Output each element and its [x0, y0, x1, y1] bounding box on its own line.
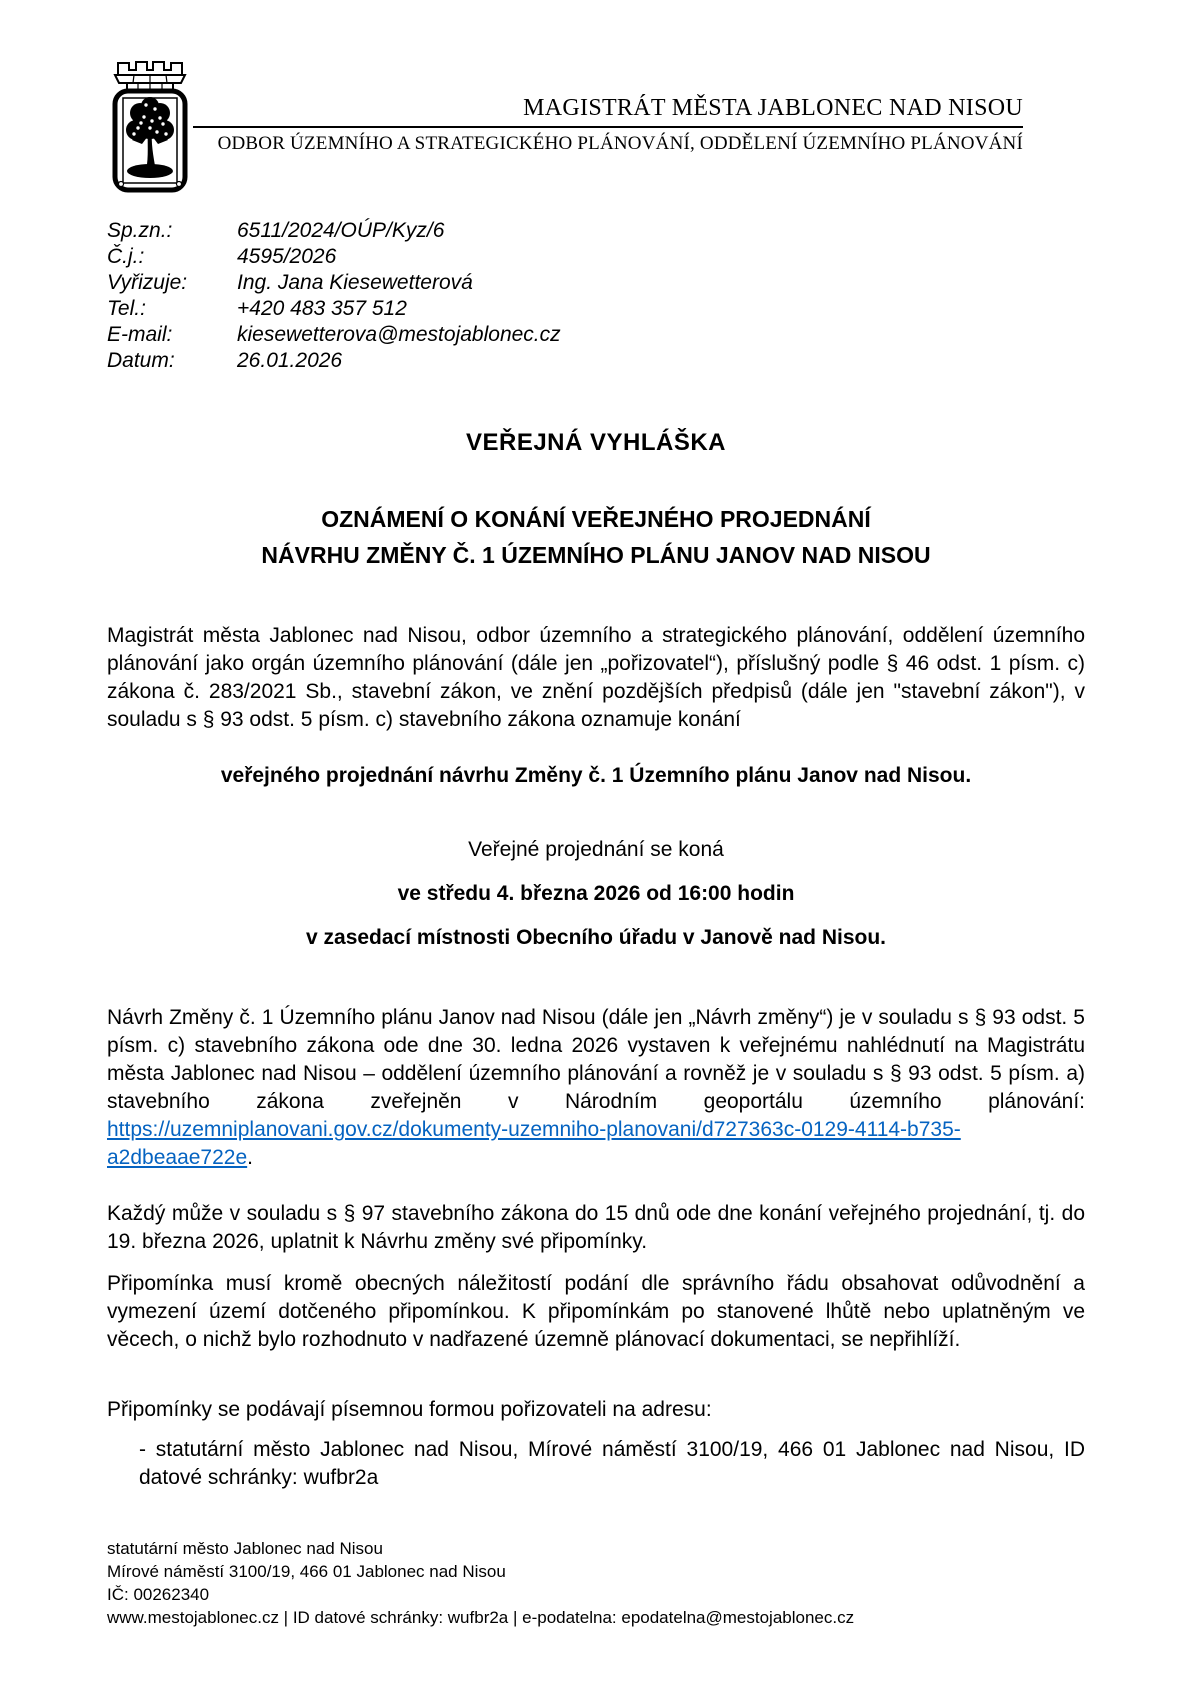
footer-city-name: statutární město Jablonec nad Nisou [107, 1539, 383, 1558]
meta-value: kiesewetterova@mestojablonec.cz [237, 323, 561, 346]
submission-address-item: - statutární město Jablonec nad Nisou, Mírové náměstí 3100/19, 466 01 Jablonec nad Nisou, ID datové schránky: wufbr2a [139, 1438, 1085, 1489]
meta-row-datum [107, 348, 1085, 374]
paragraph-submission: Připomínky se podávají písemnou formou pořizovateli na adresu: [107, 1398, 712, 1421]
document-subtitle-1: OZNÁMENÍ O KONÁNÍ VEŘEJNÉHO PROJEDNÁNÍ [321, 506, 871, 532]
meeting-place-line: v zasedací místnosti Obecního úřadu v Janově nad Nisou. [306, 926, 886, 949]
meta-label: Sp.zn.: [107, 219, 173, 242]
meeting-date-line: ve středu 4. března 2026 od 16:00 hodin [397, 882, 795, 905]
meta-row-tel [107, 296, 1085, 322]
meta-value: 4595/2026 [237, 245, 337, 268]
meta-value: 6511/2024/OÚP/Kyz/6 [237, 219, 445, 242]
paragraph-requirements: Připomínka musí kromě obecných náležitostí podání dle správního řádu obsahovat odůvodnění a vymezení území dotčeného připomínkou. K připomínkám po stanovené lhůtě nebo uplatněným ve věcech, o nichž bylo rozhodnuto v nadřazené územně plánovací dokumentaci, se nepřihlíží. [107, 1272, 1085, 1351]
meta-row-vyrizuje [107, 270, 1085, 296]
meta-value: +420 483 357 512 [237, 297, 407, 320]
footer-address: Mírové náměstí 3100/19, 466 01 Jablonec nad Nisou [107, 1562, 506, 1581]
meta-label: Datum: [107, 349, 175, 372]
meta-row-spzn [107, 218, 1085, 244]
letterhead [193, 94, 1023, 156]
exhibition-text: Návrh Změny č. 1 Územního plánu Janov nad Nisou (dále jen „Návrh změny“) je v souladu s § 93 odst. 5 písm. c) stavebního zákona ode dne 30. ledna 2026 vystaven k veřejnému nahlédnutí na Magistrátu města Jablonec nad Nisou – oddělení územního plánování a rovněž je v souladu s § 93 odst. 5 písm. a) stavebního zákona zveřejněn v Národním geoportálu územního plánování: [107, 1006, 1085, 1113]
organization-name: MAGISTRÁT MĚSTA JABLONEC NAD NISOU [193, 94, 1023, 128]
meta-row-email [107, 322, 1085, 348]
meta-value: 26.01.2026 [237, 349, 343, 372]
footer-ico: IČ: 00262340 [107, 1585, 210, 1604]
paragraph-exhibition [107, 1004, 1085, 1172]
jablonec-coat-of-arms-icon [100, 58, 200, 195]
link-period: . [247, 1146, 253, 1169]
meta-label: Vyřizuje: [107, 271, 188, 294]
meta-label: Tel.: [107, 297, 146, 320]
footer-contacts: www.mestojablonec.cz | ID datové schránky: wufbr2a | e-podatelna: epodatelna@mestojablonec.cz [107, 1608, 855, 1627]
meta-row-cj [107, 244, 1085, 270]
meta-value: Ing. Jana Kiesewetterová [237, 271, 473, 294]
meta-label: E-mail: [107, 323, 173, 346]
paragraph-deadline: Každý může v souladu s § 97 stavebního zákona do 15 dnů ode dne konání veřejného projednání, tj. do 19. března 2026, uplatnit k Návrhu změny své připomínky. [107, 1202, 1085, 1253]
document-subtitle-2: NÁVRHU ZMĚNY Č. 1 ÚZEMNÍHO PLÁNU JANOV NAD NISOU [261, 542, 931, 568]
department-name: ODBOR ÚZEMNÍHO A STRATEGICKÉHO PLÁNOVÁNÍ, ODDĚLENÍ ÚZEMNÍHO PLÁNOVÁNÍ [217, 133, 1023, 154]
footer-block [107, 1537, 854, 1629]
meta-label: Č.j.: [107, 245, 145, 268]
document-title: VEŘEJNÁ VYHLÁŠKA [465, 429, 727, 456]
paragraph-introduction: Magistrát města Jablonec nad Nisou, odbor územního a strategického plánování, oddělení územního plánování jako orgán územního plánování (dále jen „pořizovatel“), příslušný podle § 46 odst. 1 písm. c) zákona č. 283/2021 Sb., stavební zákon, ve znění pozdějších předpisů (dále jen "stavební zákon"), v souladu s § 93 odst. 5 písm. c) stavebního zákona oznamuje konání [107, 624, 1085, 731]
meeting-intro-line: Veřejné projednání se koná [468, 838, 724, 861]
reference-block [107, 218, 1085, 374]
geoportal-link[interactable]: https://uzemniplanovani.gov.cz/dokumenty-uzemniho-planovani/d727363c-0129-4114-b735-a2dbeaae722e [107, 1118, 961, 1169]
announcement-line: veřejného projednání návrhu Změny č. 1 Územního plánu Janov nad Nisou. [220, 764, 972, 787]
